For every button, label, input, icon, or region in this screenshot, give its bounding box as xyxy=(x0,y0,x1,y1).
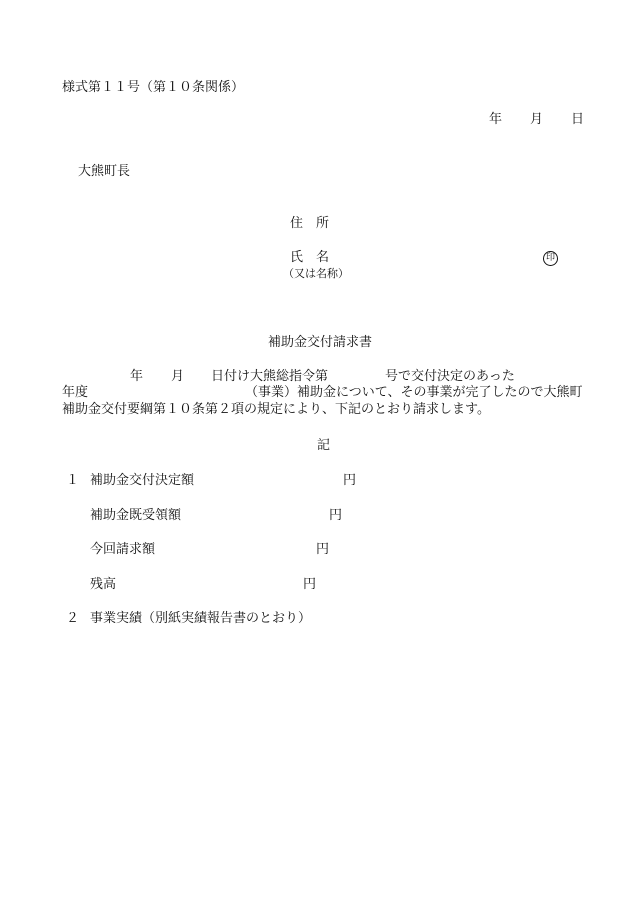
date-month-label: 月 xyxy=(530,112,544,127)
item2-label: 事業実績（別紙実績報告書のとおり） xyxy=(90,611,312,626)
document-title: 補助金交付請求書 xyxy=(268,335,373,350)
addressee: 大熊町長 xyxy=(78,164,131,179)
balance-label: 残高 xyxy=(90,577,117,592)
item1-unit: 円 xyxy=(343,473,357,488)
body-line1-mid: 日付け大熊総指令第 xyxy=(211,369,329,384)
date-year-label: 年 xyxy=(489,112,503,127)
current-label: 今回請求額 xyxy=(90,542,156,557)
body-line3: 補助金交付要綱第１０条第２項の規定により、下記のとおり請求します。 xyxy=(62,402,490,417)
body-line2-start: 年度 xyxy=(62,385,89,400)
body-line1-year: 年 xyxy=(130,369,144,384)
item1-label: 補助金交付決定額 xyxy=(90,473,195,488)
received-unit: 円 xyxy=(329,508,343,523)
seal-icon: 印 xyxy=(543,251,558,266)
body-line1-end: 号で交付決定のあった xyxy=(385,369,515,384)
balance-unit: 円 xyxy=(303,577,317,592)
received-label: 補助金既受領額 xyxy=(90,508,182,523)
date-day-label: 日 xyxy=(571,112,585,127)
item2-number: ２ xyxy=(66,611,80,626)
address-label: 住 所 xyxy=(290,216,330,231)
name-label: 氏 名 xyxy=(290,250,330,265)
body-line1-month: 月 xyxy=(171,369,185,384)
current-unit: 円 xyxy=(316,542,330,557)
form-number: 様式第１１号（第１０条関係） xyxy=(62,80,245,95)
name-note: （又は名称） xyxy=(283,267,349,280)
body-line2-end: （事業）補助金について、その事業が完了したので大熊町 xyxy=(245,385,583,400)
item1-number: １ xyxy=(66,473,80,488)
ki-heading: 記 xyxy=(317,438,331,453)
